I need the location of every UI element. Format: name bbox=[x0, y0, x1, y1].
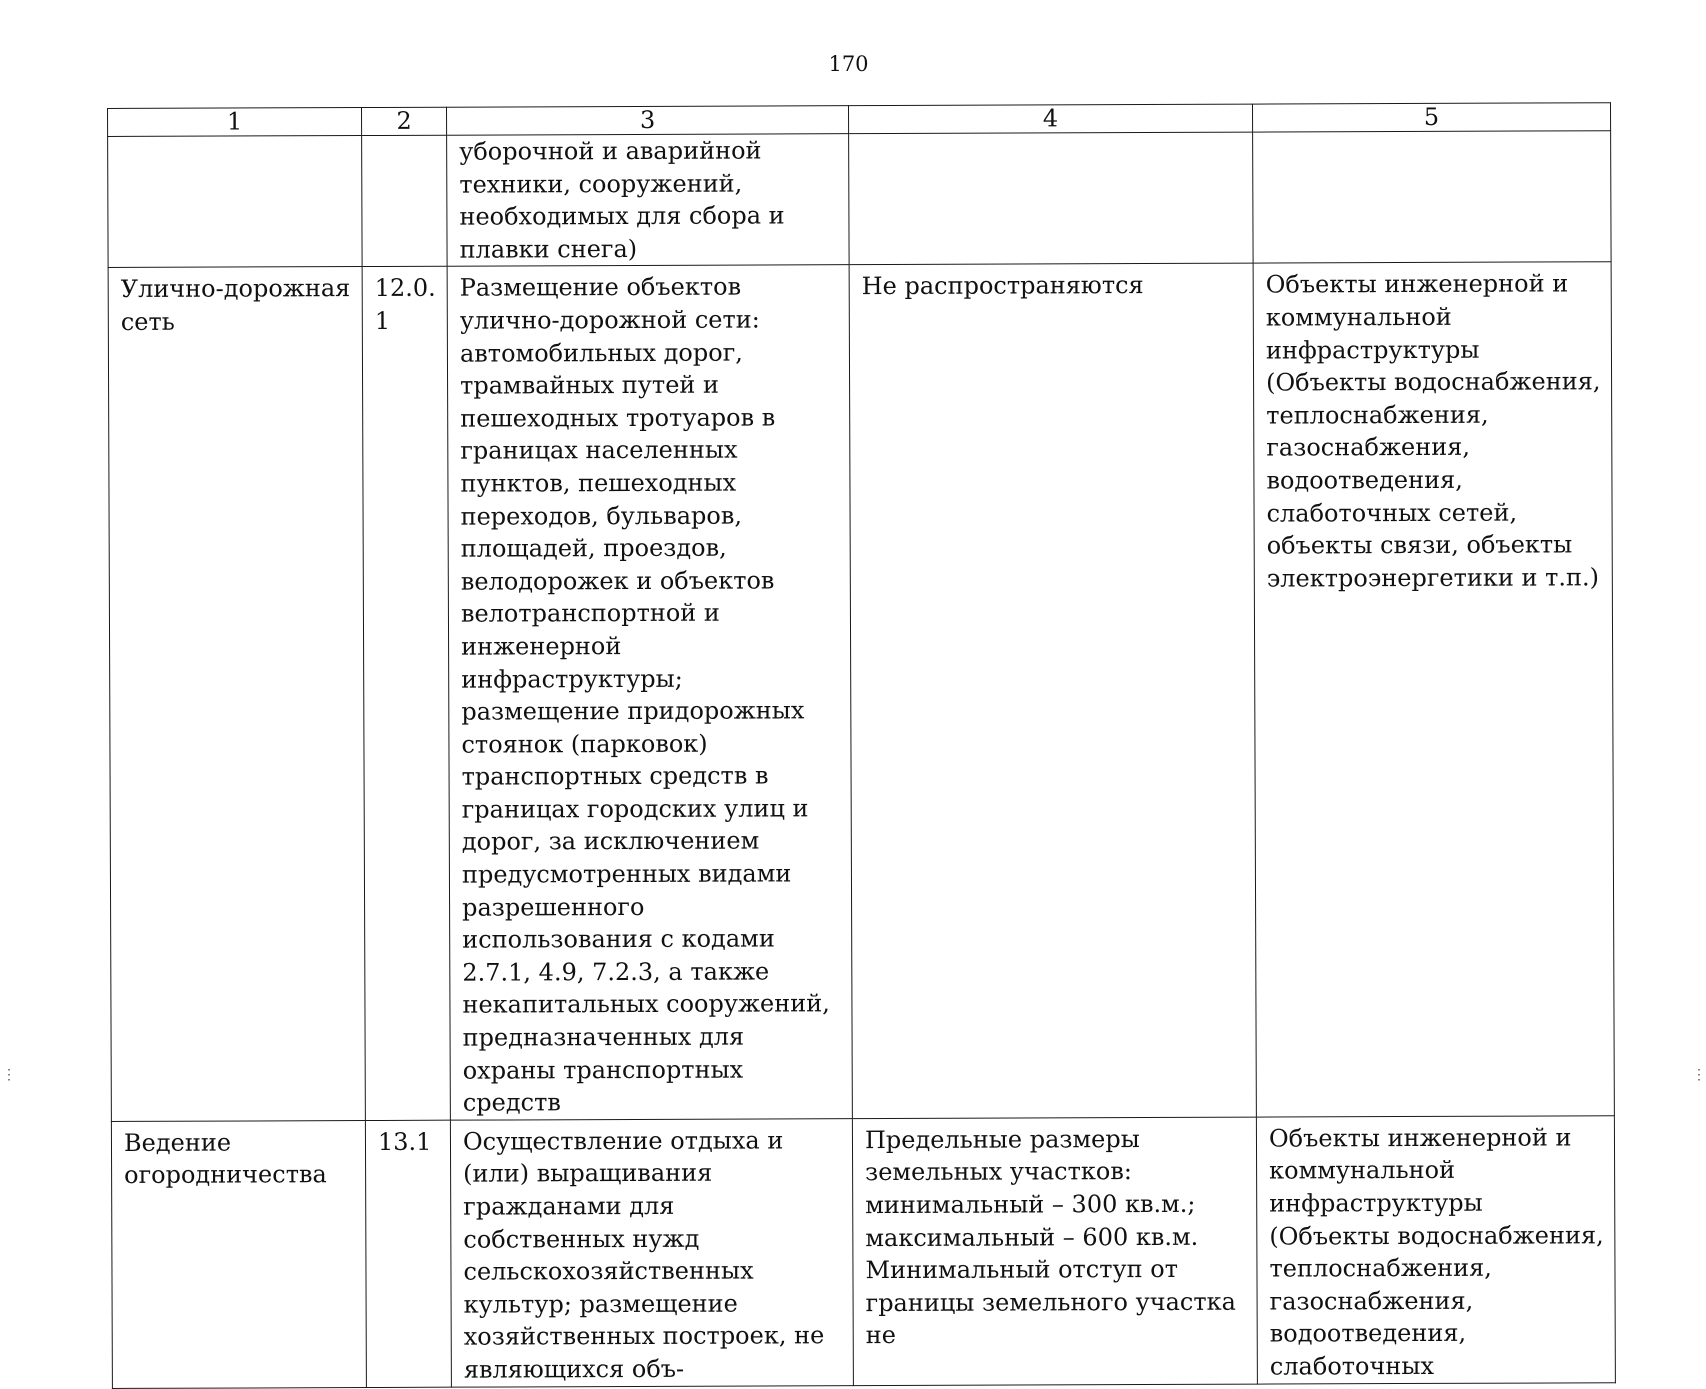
table-cell bbox=[111, 1120, 366, 1388]
land-use-description: Осуществление отдыха и (или) выращивания гражданами для собственных нужд сельскохозяйственных культур; размещение хозяйственных построек, не являющихся объ- bbox=[463, 1124, 843, 1386]
scan-edge-mark-right: ⋮ bbox=[1692, 1072, 1695, 1078]
column-header-3: 3 bbox=[446, 106, 848, 136]
column-header-5: 5 bbox=[1252, 103, 1610, 132]
column-header-4: 4 bbox=[848, 104, 1252, 134]
table-cell bbox=[1253, 262, 1614, 1117]
land-use-description: Размещение объектов улично-дорожной сети: автомобильных дорог, трамвайных путей и пешеходных тротуаров в границах населенных пунктов, пешеходных переходов, бульваров, площадей, проездов, велодорожек и объектов велотранспортной и инженерной инфраструктуры; размещение придорожных стоянок (парковок) транспортных средств в границах городских улиц и дорог, за исключением предусмотренных видами разрешенного использования с кодами 2.7.1, 4.9, 7.2.3, а также некапитальных сооружений, предназначенных для охраны транспортных средств bbox=[460, 271, 842, 1120]
table-cell bbox=[447, 265, 852, 1120]
regulations-table bbox=[107, 102, 1616, 1388]
table-row bbox=[108, 131, 1611, 268]
auxiliary-uses: Объекты инженерной и коммунальной инфраструктуры (Объекты водоснабжения, теплоснабжения, газоснабжения, водоотведения, слаботочных bbox=[1269, 1121, 1605, 1383]
table-cell bbox=[1253, 131, 1612, 264]
table-cell bbox=[852, 1117, 1257, 1385]
land-use-code: 13.1 bbox=[378, 1126, 440, 1159]
cell-text: уборочной и аварийной техники, сооружений, необходимых для сбора и плавки снега) bbox=[459, 134, 838, 266]
table-cell bbox=[108, 267, 365, 1121]
table-row bbox=[108, 262, 1614, 1121]
table-cell bbox=[450, 1118, 853, 1386]
land-use-type: Ведение огородничества bbox=[124, 1126, 355, 1192]
parameter-limits: Не распространяются bbox=[862, 269, 1243, 303]
table-cell bbox=[1256, 1116, 1615, 1384]
parameter-limits: Предельные размеры земельных участков: минимальный – 300 кв.м.; максимальный – 600 кв.м. Минимальный отступ от границы земельного участка не bbox=[865, 1122, 1247, 1352]
column-header-1: 1 bbox=[108, 108, 362, 137]
table-row bbox=[111, 1116, 1615, 1389]
table-cell bbox=[849, 263, 1256, 1118]
table-cell bbox=[365, 1120, 451, 1387]
cell-text bbox=[1265, 131, 1600, 132]
table-cell bbox=[849, 132, 1254, 265]
column-header-2: 2 bbox=[362, 107, 447, 135]
table-cell bbox=[447, 134, 850, 267]
auxiliary-uses: Объекты инженерной и коммунальной инфраструктуры (Объекты водоснабжения, теплоснабжения, газоснабжения, водоотведения, слаботочных сетей, объекты связи, объекты электроэнергетики и т.п.) bbox=[1266, 268, 1602, 595]
table-cell bbox=[362, 135, 448, 267]
table-cell bbox=[362, 267, 450, 1121]
page-number: 170 bbox=[0, 52, 1697, 76]
land-use-type: Улично-дорожная сеть bbox=[121, 272, 352, 338]
land-use-code: 12.0.1 bbox=[375, 272, 437, 337]
table-cell bbox=[108, 136, 363, 268]
scan-edge-mark-left: ⋮ bbox=[2, 1072, 5, 1078]
cell-text bbox=[120, 136, 351, 137]
cell-text bbox=[861, 133, 1242, 134]
